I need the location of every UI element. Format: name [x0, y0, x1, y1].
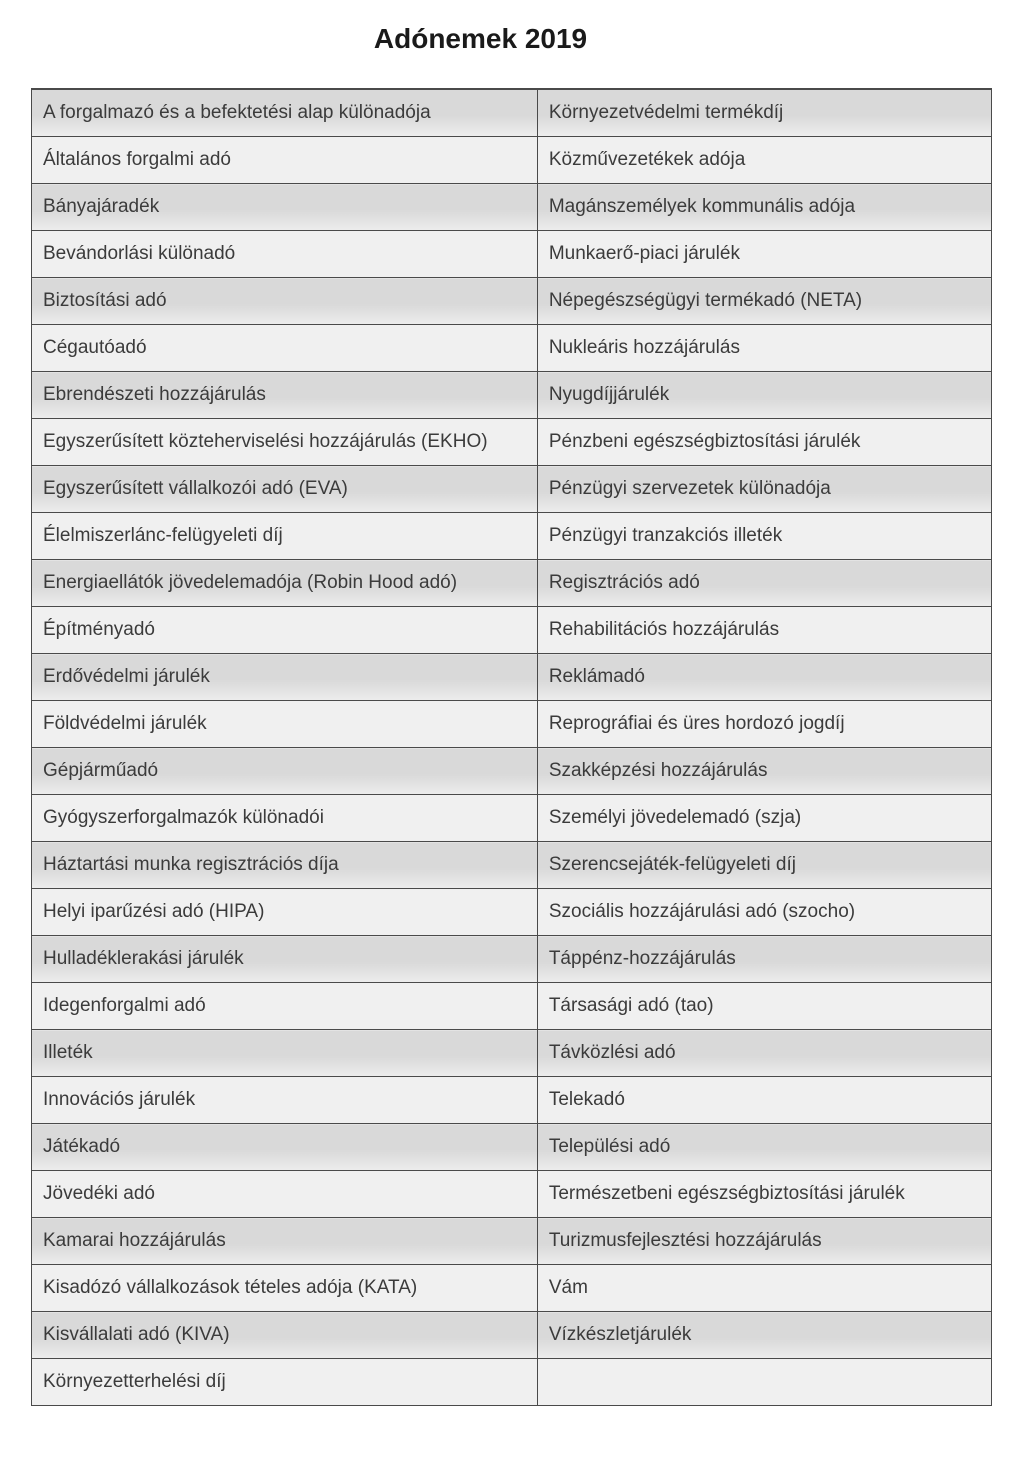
tax-cell-left: Egyszerűsített vállalkozói adó (EVA)	[32, 466, 538, 513]
tax-cell-left: Biztosítási adó	[32, 278, 538, 325]
tax-cell-left: Cégautóadó	[32, 325, 538, 372]
tax-cell-left: Kisadózó vállalkozások tételes adója (KATA)	[32, 1265, 538, 1312]
table-row	[32, 701, 992, 748]
tax-table	[31, 88, 992, 1406]
tax-cell-left: A forgalmazó és a befektetési alap különadója	[32, 89, 538, 137]
tax-cell-right: Pénzbeni egészségbiztosítási járulék	[537, 419, 991, 466]
tax-cell-left: Bányajáradék	[32, 184, 538, 231]
table-row	[32, 795, 992, 842]
table-row	[32, 137, 992, 184]
tax-cell-left: Erdővédelmi járulék	[32, 654, 538, 701]
tax-cell-right: Társasági adó (tao)	[537, 983, 991, 1030]
tax-cell-right: Távközlési adó	[537, 1030, 991, 1077]
tax-cell-right: Szerencsejáték-felügyeleti díj	[537, 842, 991, 889]
tax-cell-left: Jövedéki adó	[32, 1171, 538, 1218]
tax-cell-left: Helyi iparűzési adó (HIPA)	[32, 889, 538, 936]
tax-cell-left: Építményadó	[32, 607, 538, 654]
tax-cell-left: Kamarai hozzájárulás	[32, 1218, 538, 1265]
table-row	[32, 89, 992, 137]
tax-cell-right: Reprográfiai és üres hordozó jogdíj	[537, 701, 991, 748]
table-row	[32, 419, 992, 466]
table-row	[32, 560, 992, 607]
page-title: Adónemek 2019	[373, 23, 588, 54]
tax-cell-right: Telekadó	[537, 1077, 991, 1124]
tax-cell-right: Vám	[537, 1265, 991, 1312]
tax-cell-right: Rehabilitációs hozzájárulás	[537, 607, 991, 654]
table-row	[32, 372, 992, 419]
tax-table-body	[32, 89, 992, 1406]
tax-cell-right: Vízkészletjárulék	[537, 1312, 991, 1359]
tax-cell-right	[537, 1359, 991, 1406]
tax-cell-right: Regisztrációs adó	[537, 560, 991, 607]
tax-cell-right: Természetbeni egészségbiztosítási járulék	[537, 1171, 991, 1218]
table-row	[32, 607, 992, 654]
tax-cell-right: Közművezetékek adója	[537, 137, 991, 184]
tax-cell-left: Gépjárműadó	[32, 748, 538, 795]
table-row	[32, 1312, 992, 1359]
table-row	[32, 936, 992, 983]
tax-cell-right: Táppénz-hozzájárulás	[537, 936, 991, 983]
tax-cell-left: Általános forgalmi adó	[32, 137, 538, 184]
tax-cell-left: Játékadó	[32, 1124, 538, 1171]
tax-cell-right: Népegészségügyi termékadó (NETA)	[537, 278, 991, 325]
tax-cell-left: Élelmiszerlánc-felügyeleti díj	[32, 513, 538, 560]
table-row	[32, 1171, 992, 1218]
tax-cell-right: Munkaerő-piaci járulék	[537, 231, 991, 278]
tax-cell-left: Gyógyszerforgalmazók különadói	[32, 795, 538, 842]
tax-cell-left: Hulladéklerakási járulék	[32, 936, 538, 983]
table-row	[32, 1218, 992, 1265]
table-row	[32, 1359, 992, 1406]
table-row	[32, 654, 992, 701]
table-row	[32, 513, 992, 560]
tax-cell-left: Illeték	[32, 1030, 538, 1077]
table-row	[32, 748, 992, 795]
tax-cell-left: Kisvállalati adó (KIVA)	[32, 1312, 538, 1359]
table-row	[32, 231, 992, 278]
tax-cell-right: Pénzügyi tranzakciós illeték	[537, 513, 991, 560]
tax-cell-right: Reklámadó	[537, 654, 991, 701]
tax-cell-left: Bevándorlási különadó	[32, 231, 538, 278]
table-row	[32, 184, 992, 231]
tax-cell-right: Személyi jövedelemadó (szja)	[537, 795, 991, 842]
tax-cell-left: Háztartási munka regisztrációs díja	[32, 842, 538, 889]
tax-cell-right: Nukleáris hozzájárulás	[537, 325, 991, 372]
table-row	[32, 278, 992, 325]
tax-cell-left: Energiaellátók jövedelemadója (Robin Hood adó)	[32, 560, 538, 607]
tax-cell-right: Magánszemélyek kommunális adója	[537, 184, 991, 231]
tax-cell-right: Pénzügyi szervezetek különadója	[537, 466, 991, 513]
tax-cell-left: Földvédelmi járulék	[32, 701, 538, 748]
table-row	[32, 1265, 992, 1312]
tax-cell-right: Szakképzési hozzájárulás	[537, 748, 991, 795]
table-row	[32, 842, 992, 889]
table-row	[32, 1030, 992, 1077]
tax-cell-right: Szociális hozzájárulási adó (szocho)	[537, 889, 991, 936]
table-row	[32, 983, 992, 1030]
tax-cell-left: Innovációs járulék	[32, 1077, 538, 1124]
tax-cell-left: Környezetterhelési díj	[32, 1359, 538, 1406]
tax-cell-left: Egyszerűsített közteherviselési hozzájárulás (EKHO)	[32, 419, 538, 466]
tax-cell-right: Turizmusfejlesztési hozzájárulás	[537, 1218, 991, 1265]
tax-cell-right: Települési adó	[537, 1124, 991, 1171]
table-row	[32, 1077, 992, 1124]
table-row	[32, 466, 992, 513]
tax-cell-right: Nyugdíjjárulék	[537, 372, 991, 419]
tax-cell-right: Környezetvédelmi termékdíj	[537, 89, 991, 137]
tax-cell-left: Ebrendészeti hozzájárulás	[32, 372, 538, 419]
tax-cell-left: Idegenforgalmi adó	[32, 983, 538, 1030]
table-row	[32, 889, 992, 936]
table-row	[32, 1124, 992, 1171]
table-row	[32, 325, 992, 372]
